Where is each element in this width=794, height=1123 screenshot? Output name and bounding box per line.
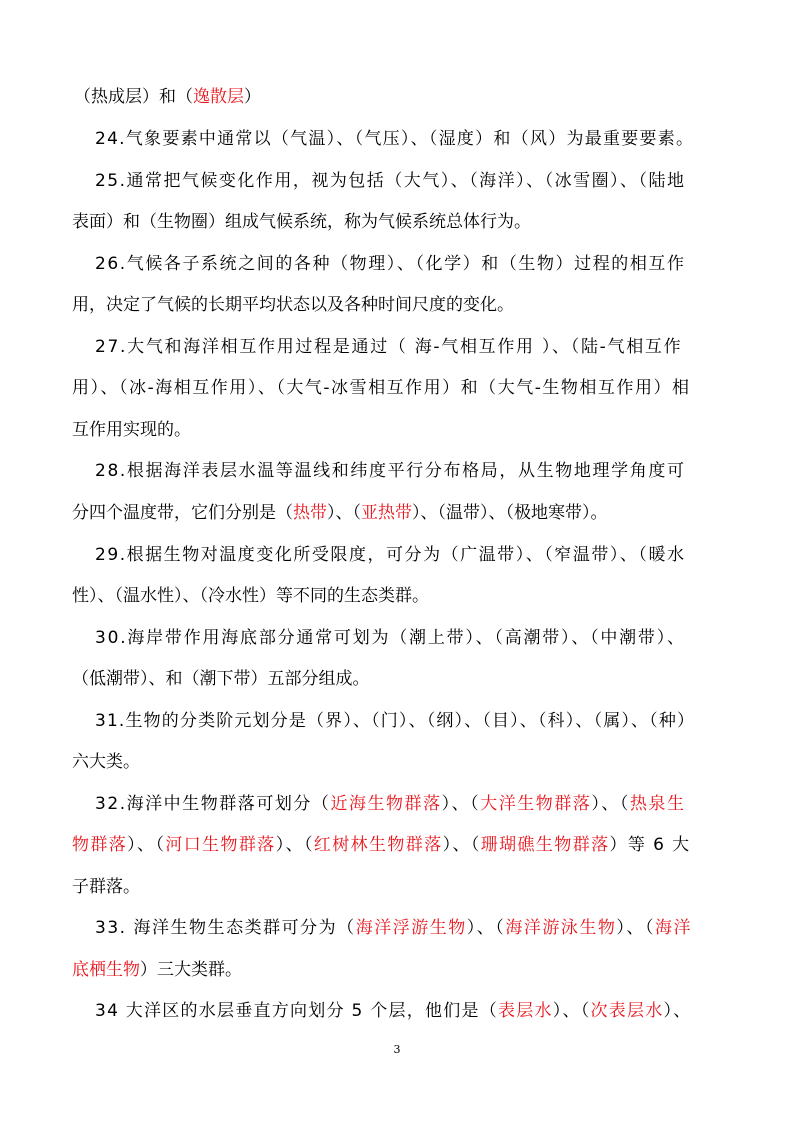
text-segment: 表面）和（生物圈）组成气候系统，称为气候系统总体行为。 xyxy=(72,212,531,232)
text-line xyxy=(0,84,794,110)
highlighted-answer: 海洋游泳生物 xyxy=(505,918,617,938)
highlighted-answer: 珊瑚礁生物群落 xyxy=(480,835,610,855)
highlighted-answer: 海洋 xyxy=(654,918,692,938)
text-line xyxy=(0,334,794,360)
text-line xyxy=(0,251,794,277)
text-segment: ）、（ xyxy=(327,503,361,523)
text-line xyxy=(0,126,794,152)
text-line xyxy=(0,625,794,651)
highlighted-answer: 亚热带 xyxy=(361,503,412,523)
text-segment: 29.根据生物对温度变化所受限度，可分为（广温带）、（窄温带）、（暖水 xyxy=(95,545,686,565)
page-number: 3 xyxy=(393,1043,401,1056)
text-segment: 34 大洋区的水层垂直方向划分 5 个层，他们是（ xyxy=(95,1001,498,1021)
text-line xyxy=(0,832,794,858)
text-segment: ）等 6 大 xyxy=(609,835,691,855)
text-line xyxy=(0,957,794,983)
text-segment: 33. 海洋生物生态类群可分为（ xyxy=(95,918,356,938)
text-segment: ）、 xyxy=(663,1001,692,1021)
highlighted-answer: 热带 xyxy=(293,503,327,523)
text-line xyxy=(0,583,794,609)
text-line xyxy=(0,708,794,734)
text-segment: ）、（ xyxy=(466,918,506,938)
text-line xyxy=(0,874,794,900)
text-line xyxy=(0,168,794,194)
text-segment: ）、（ xyxy=(441,794,481,814)
highlighted-answer: 物群落 xyxy=(72,835,128,855)
text-segment: 27.大气和海洋相互作用过程是通过（ 海-气相互作用 ）、（陆-气相互作 xyxy=(95,337,683,357)
text-line xyxy=(0,375,794,401)
text-segment: ）、（ xyxy=(616,918,655,938)
text-line xyxy=(0,915,794,941)
highlighted-answer: 红树林生物群落 xyxy=(313,835,443,855)
text-segment: 六大类。 xyxy=(72,752,140,772)
highlighted-answer: 次表层水 xyxy=(590,1001,664,1021)
text-segment: ）三大类群。 xyxy=(140,960,242,980)
highlighted-answer: 底栖生物 xyxy=(72,960,140,980)
text-line xyxy=(0,209,794,235)
text-line xyxy=(0,791,794,817)
text-line xyxy=(0,417,794,443)
text-segment: 用）、（冰-海相互作用）、（大气-冰雪相互作用）和（大气-生物相互作用）相 xyxy=(72,378,691,398)
text-segment: 31.生物的分类阶元划分是（界）、（门）、（纲）、（目）、（科）、（属）、（种） xyxy=(95,711,696,731)
text-segment: ）、（ xyxy=(275,835,314,855)
text-segment: 分四个温度带，它们分别是（ xyxy=(72,503,293,523)
highlighted-answer: 近海生物群落 xyxy=(330,794,442,814)
text-segment: 25.通常把气候变化作用，视为包括（大气）、（海洋）、（冰雪圈）、（陆地 xyxy=(95,171,686,191)
text-segment: 24.气象要素中通常以（气温）、（气压）、（湿度）和（风）为最重要要素。 xyxy=(95,129,695,149)
text-line xyxy=(0,292,794,318)
text-segment: ）、（ xyxy=(442,835,481,855)
text-segment: ）、（ xyxy=(591,794,630,814)
text-segment: 性）、（温水性）、（冷水性）等不同的生态类群。 xyxy=(72,586,429,606)
text-segment: 28.根据海洋表层水温等温线和纬度平行分布格局，从生物地理学角度可 xyxy=(95,461,686,481)
highlighted-answer: 海洋浮游生物 xyxy=(355,918,467,938)
text-segment: ）、（ xyxy=(127,835,166,855)
highlighted-answer: 表层水 xyxy=(497,1001,553,1021)
text-line xyxy=(0,500,794,526)
text-segment: 32.海洋中生物群落可划分（ xyxy=(95,794,331,814)
text-line xyxy=(0,998,794,1024)
text-segment: 互作用实现的。 xyxy=(72,420,191,440)
text-segment: ） xyxy=(244,87,261,107)
text-segment: （热成层）和（ xyxy=(74,87,193,107)
text-segment: ）、（ xyxy=(552,1001,591,1021)
highlighted-answer: 大洋生物群落 xyxy=(480,794,592,814)
text-segment: 子群落。 xyxy=(72,877,140,897)
text-segment: 30.海岸带作用海底部分通常可划为（潮上带）、（高潮带）、（中潮带）、 xyxy=(95,628,686,648)
highlighted-answer: 热泉生 xyxy=(629,794,686,814)
text-segment: ）、（温带）、（极地寒带）。 xyxy=(412,503,608,523)
text-segment: （低潮带）、和（潮下带）五部分组成。 xyxy=(72,669,370,689)
text-line xyxy=(0,749,794,775)
highlighted-answer: 河口生物群落 xyxy=(165,835,276,855)
text-line xyxy=(0,666,794,692)
text-segment: 用，决定了气候的长期平均状态以及各种时间尺度的变化。 xyxy=(72,295,514,315)
text-line xyxy=(0,542,794,568)
highlighted-answer: 逸散层 xyxy=(193,87,244,107)
text-line xyxy=(0,458,794,484)
text-segment: 26.气候各子系统之间的各种（物理）、（化学）和（生物）过程的相互作 xyxy=(95,254,686,274)
